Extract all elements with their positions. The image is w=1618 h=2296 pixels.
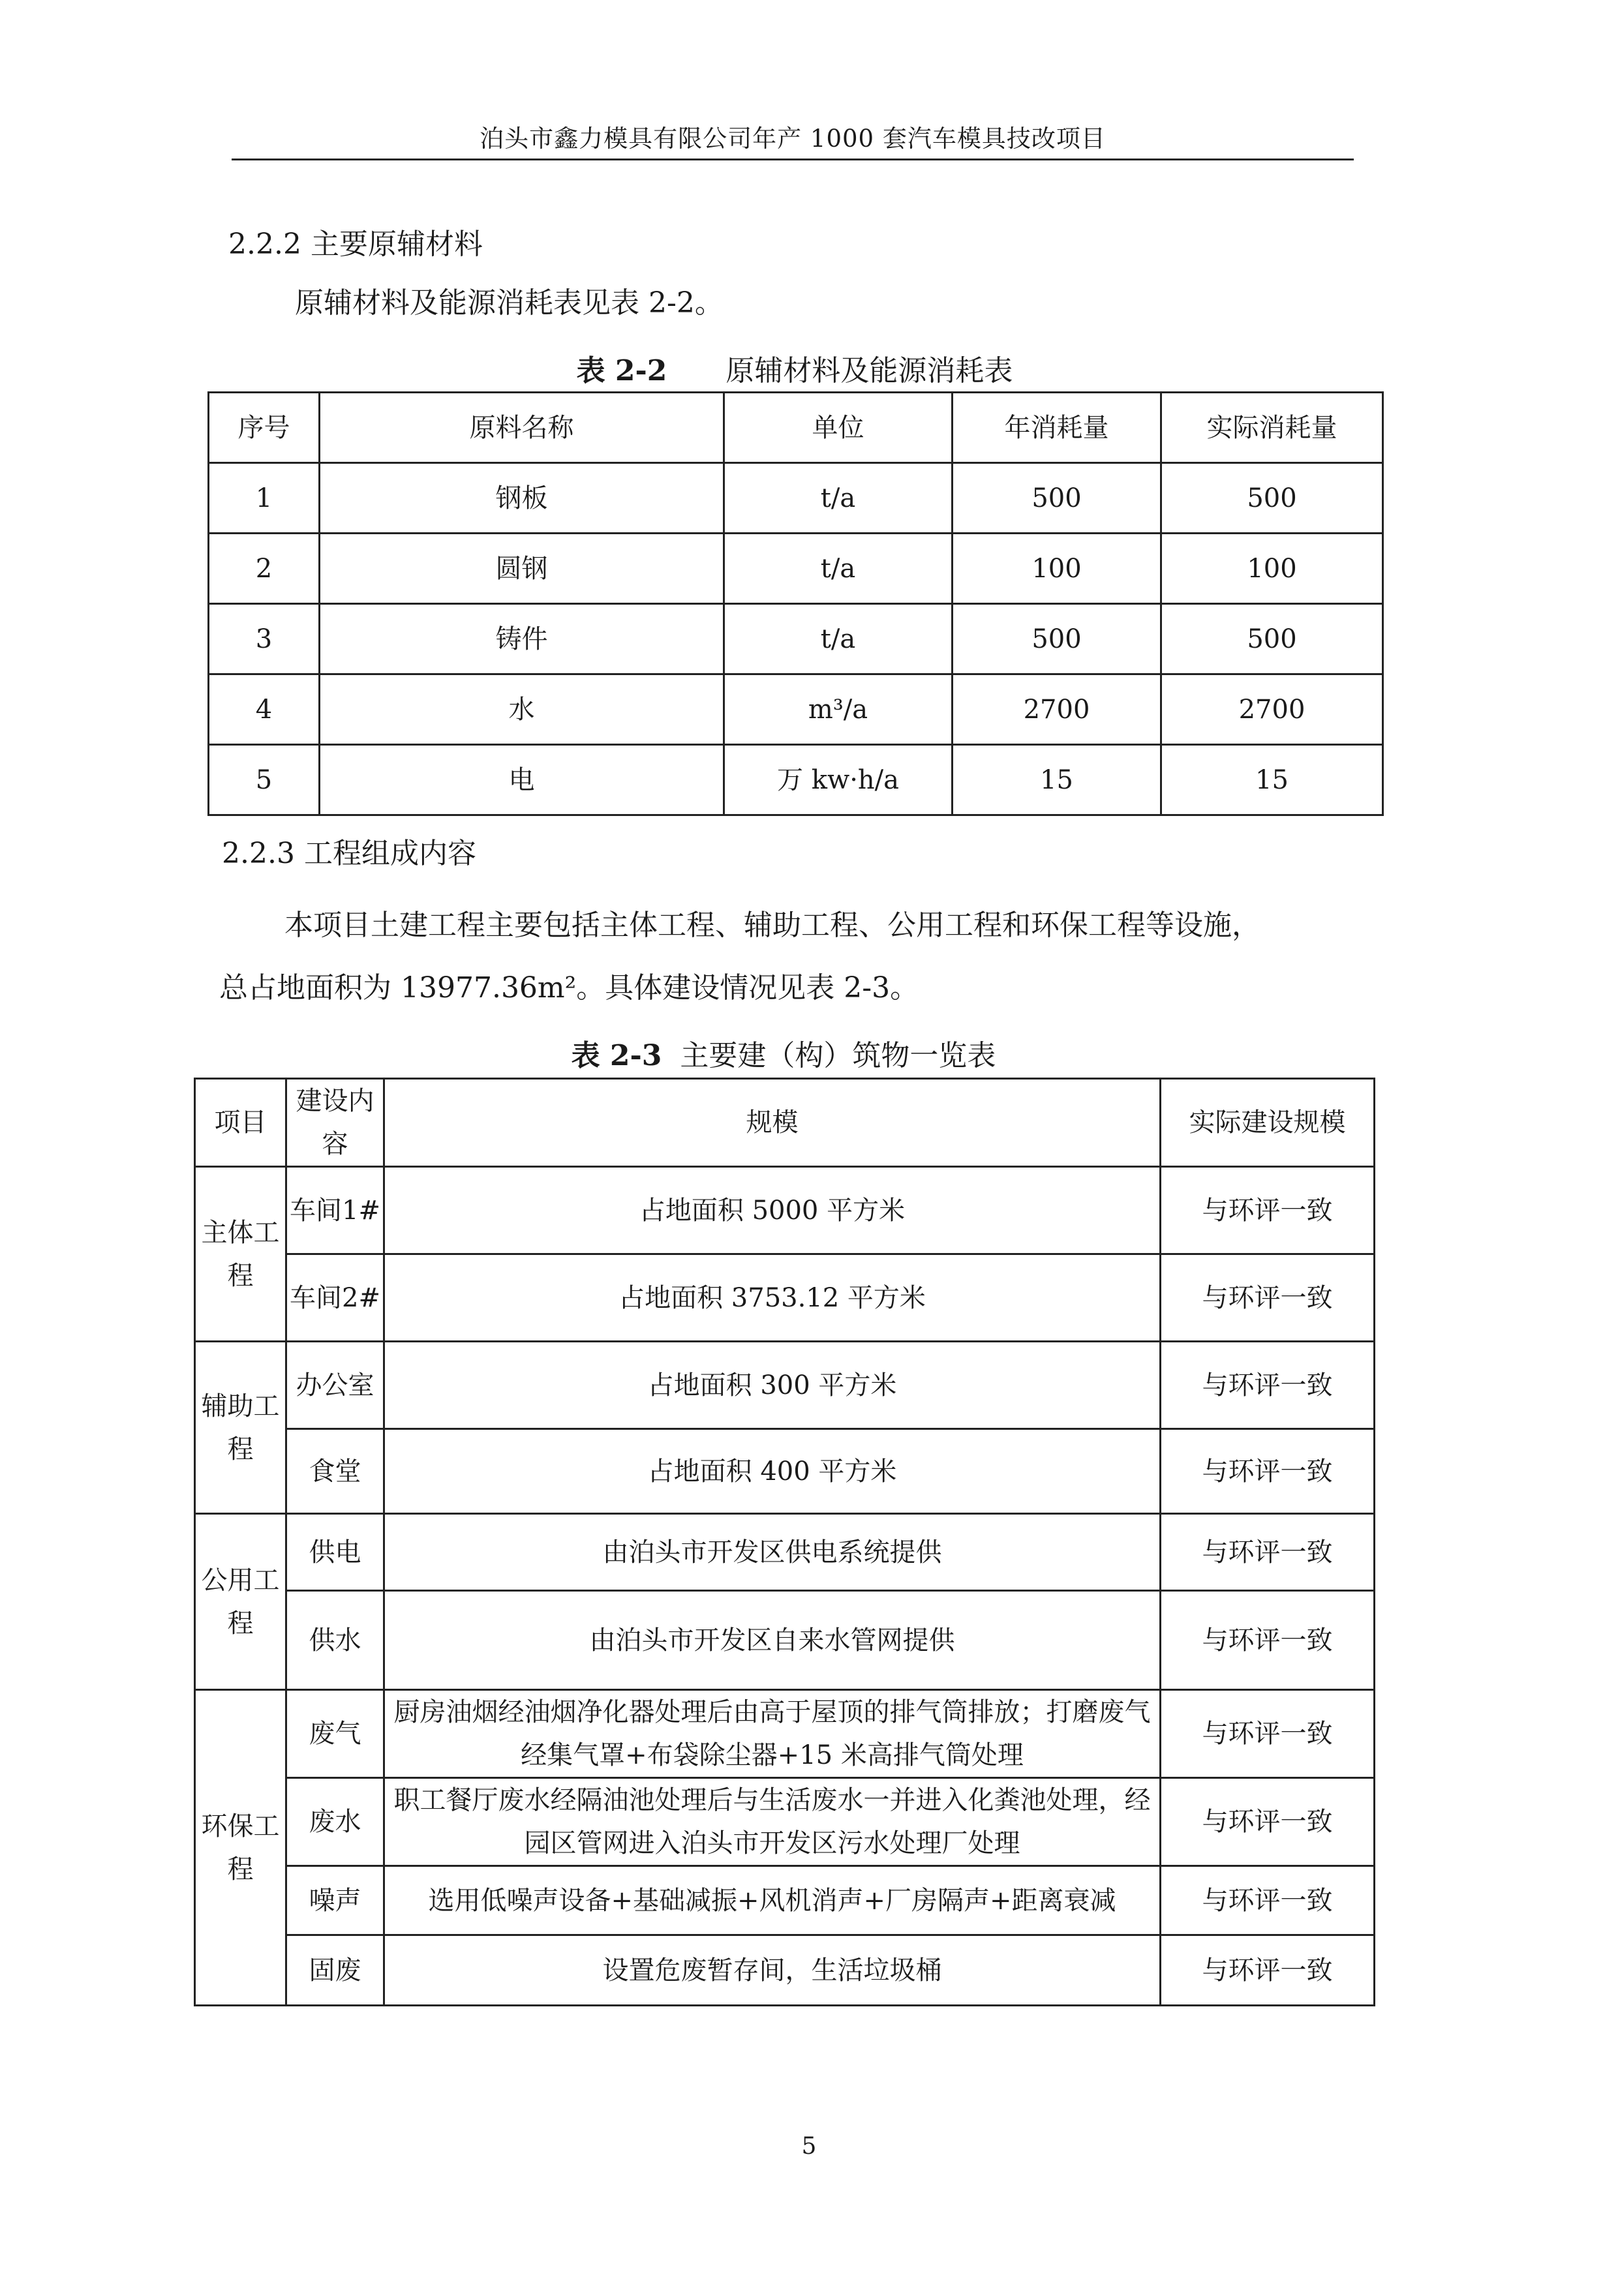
table-row (209, 534, 1383, 604)
scale-cell: 占地面积 300 平方米 (384, 1342, 1161, 1429)
header-title: 泊头市鑫力模具有限公司年产 1000 套汽车模具技改项目 (480, 125, 1106, 153)
scale-cell: 厨房油烟经油烟净化器处理后由高于屋顶的排气筒排放；打磨废气经集气罩+布袋除尘器+15 米高排气筒处理 (384, 1690, 1161, 1778)
table-22-caption (207, 347, 1382, 389)
table-23-caption (194, 1032, 1373, 1074)
group-cell: 主体工程 (195, 1167, 286, 1342)
header-cell: 单位 (724, 393, 953, 463)
actual-cell: 与环评一致 (1161, 1690, 1375, 1778)
header-cell: 实际建设规模 (1161, 1079, 1375, 1167)
table-row (195, 1254, 1375, 1342)
item-cell: 车间2# (286, 1254, 384, 1342)
header-cell: 实际消耗量 (1161, 393, 1383, 463)
header-cell: 项目 (195, 1079, 286, 1167)
section-222-heading: 2.2.2 主要原辅材料 (228, 228, 483, 261)
item-cell: 废气 (286, 1690, 384, 1778)
table-row (209, 604, 1383, 674)
table-cell: m³/a (724, 674, 953, 745)
table-23-caption-number: 表 2-3 (571, 1039, 662, 1072)
table-cell: t/a (724, 463, 953, 534)
scale-cell: 职工餐厅废水经隔油池处理后与生活废水一并进入化粪池处理，经园区管网进入泊头市开发区污水处理厂处理 (384, 1778, 1161, 1866)
actual-cell: 与环评一致 (1161, 1429, 1375, 1514)
table-row (195, 1429, 1375, 1514)
group-cell: 环保工程 (195, 1690, 286, 2006)
table-cell: 15 (953, 745, 1161, 815)
table-row (195, 1866, 1375, 1935)
group-cell: 辅助工程 (195, 1342, 286, 1514)
table-cell: 5 (209, 745, 320, 815)
item-cell: 供水 (286, 1591, 384, 1690)
section-223-para-line1: 本项目土建工程主要包括主体工程、辅助工程、公用工程和环保工程等设施， (284, 909, 1260, 942)
table-cell: 15 (1161, 745, 1383, 815)
table-cell: 电 (320, 745, 724, 815)
actual-cell: 与环评一致 (1161, 1591, 1375, 1690)
table-cell: 钢板 (320, 463, 724, 534)
item-cell: 供电 (286, 1514, 384, 1591)
scale-cell: 由泊头市开发区供电系统提供 (384, 1514, 1161, 1591)
table-cell: 水 (320, 674, 724, 745)
table-cell: t/a (724, 534, 953, 604)
table-cell: t/a (724, 604, 953, 674)
section-223-para-line2: 总占地面积为 13977.36m²。具体建设情况见表 2-3。 (219, 971, 919, 1004)
group-cell: 公用工程 (195, 1514, 286, 1690)
table-row (195, 1342, 1375, 1429)
table-cell: 4 (209, 674, 320, 745)
table-row (195, 1935, 1375, 2006)
table-row (195, 1167, 1375, 1254)
scale-cell: 占地面积 400 平方米 (384, 1429, 1161, 1514)
header-cell: 序号 (209, 393, 320, 463)
scale-cell: 设置危废暂存间，生活垃圾桶 (384, 1935, 1161, 2006)
header-cell: 年消耗量 (953, 393, 1161, 463)
actual-cell: 与环评一致 (1161, 1935, 1375, 2006)
table-cell: 500 (953, 463, 1161, 534)
table-header-row (195, 1079, 1375, 1167)
page-number: 5 (801, 2133, 817, 2160)
header-cell: 规模 (384, 1079, 1161, 1167)
table-header-row (209, 393, 1383, 463)
actual-cell: 与环评一致 (1161, 1254, 1375, 1342)
scale-cell: 由泊头市开发区自来水管网提供 (384, 1591, 1161, 1690)
actual-cell: 与环评一致 (1161, 1866, 1375, 1935)
buildings-table (194, 1078, 1375, 2006)
table-row (209, 674, 1383, 745)
section-223-heading: 2.2.3 工程组成内容 (222, 837, 476, 870)
header-cell: 原料名称 (320, 393, 724, 463)
table-cell: 500 (953, 604, 1161, 674)
table-cell: 2 (209, 534, 320, 604)
table-22-caption-number: 表 2-2 (576, 354, 667, 387)
item-cell: 办公室 (286, 1342, 384, 1429)
table-cell: 万 kw·h/a (724, 745, 953, 815)
table-cell: 500 (1161, 463, 1383, 534)
table-row (209, 745, 1383, 815)
table-row (195, 1690, 1375, 1778)
scale-cell: 占地面积 5000 平方米 (384, 1167, 1161, 1254)
actual-cell: 与环评一致 (1161, 1514, 1375, 1591)
item-cell: 废水 (286, 1778, 384, 1866)
table-row (209, 463, 1383, 534)
table-row (195, 1514, 1375, 1591)
actual-cell: 与环评一致 (1161, 1167, 1375, 1254)
table-cell: 圆钢 (320, 534, 724, 604)
item-cell: 固废 (286, 1935, 384, 2006)
table-22-caption-text: 原辅材料及能源消耗表 (725, 354, 1013, 387)
table-cell: 100 (953, 534, 1161, 604)
scale-cell: 占地面积 3753.12 平方米 (384, 1254, 1161, 1342)
raw-materials-table (207, 391, 1384, 816)
section-222-intro: 原辅材料及能源消耗表见表 2-2。 (295, 286, 724, 320)
actual-cell: 与环评一致 (1161, 1778, 1375, 1866)
table-23-caption-text: 主要建（构）筑物一览表 (680, 1039, 996, 1072)
header-divider (232, 159, 1354, 160)
header-cell: 建设内容 (286, 1079, 384, 1167)
item-cell: 车间1# (286, 1167, 384, 1254)
scale-cell: 选用低噪声设备+基础减振+风机消声+厂房隔声+距离衰减 (384, 1866, 1161, 1935)
table-row (195, 1591, 1375, 1690)
table-row (195, 1778, 1375, 1866)
item-cell: 食堂 (286, 1429, 384, 1514)
table-cell: 铸件 (320, 604, 724, 674)
actual-cell: 与环评一致 (1161, 1342, 1375, 1429)
table-cell: 100 (1161, 534, 1383, 604)
table-cell: 1 (209, 463, 320, 534)
item-cell: 噪声 (286, 1866, 384, 1935)
table-cell: 3 (209, 604, 320, 674)
table-cell: 2700 (953, 674, 1161, 745)
table-cell: 2700 (1161, 674, 1383, 745)
table-cell: 500 (1161, 604, 1383, 674)
